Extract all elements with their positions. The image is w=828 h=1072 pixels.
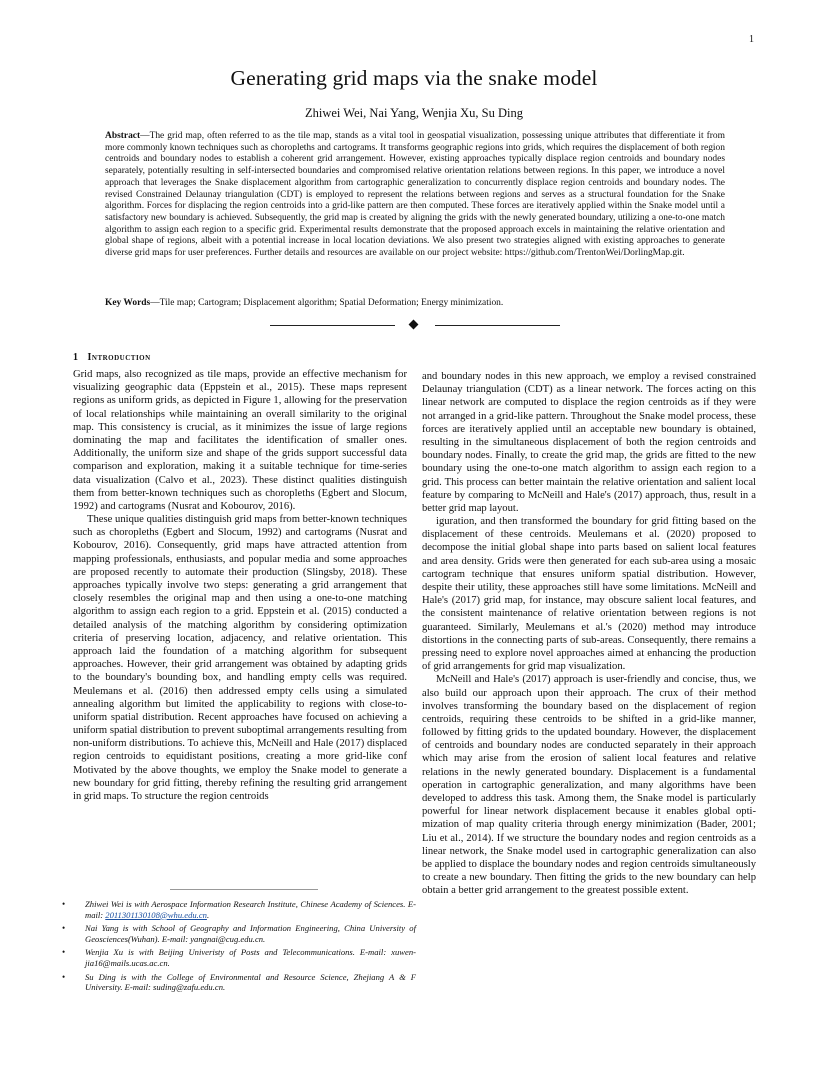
keywords <box>105 298 725 308</box>
section-number: 1 <box>73 352 79 363</box>
section-separator <box>270 318 560 332</box>
paper-title: Generating grid maps via the snake model <box>230 66 598 90</box>
abstract-text: —The grid map, often referred to as the tile map, stands as a vital tool in geospatial visualization, possessing unique attributes that differentiate it from more commonly known techniques such as choropleths and cartograms. It transforms geographic regions into grids, which requires the displacement of both region centroids and boundary nodes to establish a coherent grid arrangement. However, existing approaches typically displace region centroids and boundary nodes separately, potentially resulting in self-intersected boundaries and compromised relative orientation relations between regions. In this paper, we introduce a novel approach that leverages the Snake displacement algorithm from cartographic generalization to concurrently displace region centroids and boundary nodes. The revised Constrained Delaunay triangulation (CDT) is employed to represent the relations between regions and serves as a structural foundation for the Snake algorithm. Forces for displacing the region centroids into a grid-like pattern are then computed. These forces are iteratively applied within the Snake model until a satisfactory new boundary is achieved. Subsequently, the grid map is created by aligning the grids with the newly generated boundary, utilizing a one-to-one match algorithm to assign each region to a specific grid. Experimental results demonstrate that the proposed approach excels in maintaining the relative orientation and global shape of regions, albeit with a potential increase in local location deviations. We also present two strategies aligned with existing approaches to generate diverse grid maps for user preferences. Further details and resources are available on our project website: https://github.com/TrentonWei/DorlingMap.git. <box>105 131 725 259</box>
bullet-icon: • <box>62 947 66 958</box>
footnote-text: Wenjia Xu is with Beijing Univeristy of Posts and Telecommunications. E-mail: xuwen-jia16@mails.ucas.ac.cn. <box>85 947 416 968</box>
separator-line-right <box>435 325 560 326</box>
footnote-item <box>60 923 416 944</box>
footnote-item <box>60 899 416 920</box>
paragraph: McNeill and Hale's (2017) approach is user-friendly and concise, thus, we also build our approach upon their approach. The crux of their method involves transforming the boundary based on the displacement of region centroids, requiring these centroids to be shifted in a grid-like manner, followed by fitting grids to the updated boundary. However, the displacement of centroids and boundary nodes are conducted separately in their approach which may arise from the erosion of salient local features and relative relations in the newly generated boundary. Displacement is a fundamental operation in cartographic generalization, and many algorithms have been developed to address this task. Among them, the Snake model is particularly powerful for linear network displacement because it enables global optimization of map quality criteria through energy minimization (Bader, 2001; Liu et al., 2014). If we structure the boundary nodes and region centroids as a linear network, the Snake model used in cartographic generalization can also be applied to displace the boundary nodes and region centroids simultaneously to create a new boundary. Then fitting the grids to the new boundary can help obtain a better grid arrangement to the greatest possible extent. <box>422 674 756 897</box>
paragraph: and boundary nodes in this new approach, we employ a revised constrained Delaunay triangulation (CDT) as a linear network. The forces acting on this linear network are computed to displace the region centroids as if they were not arranged in a grid-like pattern. Throughout the Snake model process, these forces are iteratively applied until an acceptable new boundary is obtained, resulting in the simultaneous displacement of both the region centroids and boundary nodes. Finally, to create the grid map, the grids are fitted to the new boundary using the one-to-one match algorithm to assign each region to a grid. This process can better maintain the relative orientation and salient local feature by comparing to McNeill and Hale's (2017) approach, thus, result in a better grid map layout. <box>422 371 756 514</box>
footnotes <box>60 899 416 996</box>
abstract-label: Abstract <box>105 131 141 141</box>
left-column <box>73 368 407 803</box>
footnote-text: Su Ding is with the College of Environmental and Resource Science, Zhejiang A & F University. E-mail: suding@zafu.edu.cn. <box>85 971 416 993</box>
footnote-item <box>60 972 416 993</box>
author-list: Zhiwei Wei, Nai Yang, Wenjia Xu, Su Ding <box>305 106 523 120</box>
section-heading <box>73 352 151 363</box>
separator-line-left <box>270 325 395 326</box>
section-title: Introduction <box>87 352 151 363</box>
keywords-label: Key Words <box>105 298 151 308</box>
footnote-tail: . <box>206 909 210 920</box>
footnote-item <box>60 947 416 968</box>
right-column <box>422 370 756 898</box>
email-link[interactable]: 2011301130108@whu.edu.cn <box>105 909 207 920</box>
paragraph: These unique qualities distinguish grid maps from better-known techniques such as choropleths (Egbert and Slocum, 1992) and cartograms (Nusrat and Kobourov, 2016). Consequently, grid maps have attracted attention from mapping professionals, enthusiasts, and popular media and some approaches are proposed recently to automate their production (Slingsby, 2018). These approaches typically involve two steps: generating a grid arrangement that closely resembles the original map and then using a one-to-one matching algorithm to assign each region to a grid. Eppstein et al. (2015) conducted a detailed analysis of the matching algorithm by considering optimization criteria of preserving location, adjacency, and relative orientation. This approach laid the foundation of a matching algorithm for subsequent approaches. However, their grid arrangement was obtained by adapting grids to the boundary's bounding box, and handling empty cells was required. Meulemans et al. (2016) then addressed empty cells using a simulated annealing algorithm but limited the applicability to regions with close-to-uniform spatial distribution. Recent approaches have focused on achieving a uniform spatial distribution to prevent suboptimal arrangements resulting from non-uniform distributions. To achieve this, McNeill and Hale (2017) displaced region centroids to equidistant positions, creating a more grid-like conf Motivated by the above thoughts, we employ the Snake model to generate a new boundary for grid fitting, thereby refining the resulting grid arrangement in grid maps. To structure the region centroids <box>73 514 407 802</box>
bullet-icon: • <box>62 971 66 982</box>
bullet-icon: • <box>62 923 66 934</box>
footnote-text: Zhiwei Wei is with Aerospace Information Research Institute, Chinese Academy of Sciences. E-mail: <box>85 899 416 920</box>
footnote-rule <box>170 889 318 890</box>
paragraph: Grid maps, also recognized as tile maps, provide an effective mechanism for visualizing geographic data (Eppstein et al., 2015). These maps represent regions as uniform grids, as depicted in Figure 1, allowing for the preservation of local relationships while maintaining an overall similarity to the original map. This consistency is crucial, as it minimizes the issue of large regions dominating the map and facilitates the identification of smaller ones. Additionally, the uniform size and shape of the grids support successful data comparison and exploration, making it a suitable technique for time-series data visualization (Calvo et al., 2023). These distinct qualities distinguish them from better-known techniques such as choropleths (Egbert and Slocum, 1992) and cartograms (Nusrat and Kobourov, 2016). <box>73 369 407 512</box>
diamond-icon <box>409 320 419 330</box>
abstract <box>105 131 725 260</box>
footnote-text: Nai Yang is with School of Geography and Information Engineering, China University of Geosciences(Wuhan). E-mail: yangnai@cug.edu.cn. <box>85 923 416 944</box>
bullet-icon: • <box>62 899 66 909</box>
paragraph: iguration, and then transformed the boundary for grid fitting based on the displacement of these centroids. Meulemans et al. (2020) proposed to decompose the initial global shape into parts based on salient local features and area density. Grids were then generated for each sub-area using a mosaic cartogram technique that ensures uniform spatial distribution. However, despite their utility, these approaches still have some limitations. McNeill and Hale's (2017) grid map, for instance, may obscure salient local features, and the consistent maintenance of relative orientation between regions is not guaranteed. Similarly, Meulemans et al.'s (2020) method may introduce distortions in the connecting parts of sub-areas. Consequently, there remains a pressing need to explore novel approaches aimed at enhancing the production of grid arrangements for grid map visualization. <box>422 516 756 673</box>
keywords-text: —Tile map; Cartogram; Displacement algorithm; Spatial Deformation; Energy minimization. <box>150 298 504 308</box>
page-number: 1 <box>749 34 754 45</box>
